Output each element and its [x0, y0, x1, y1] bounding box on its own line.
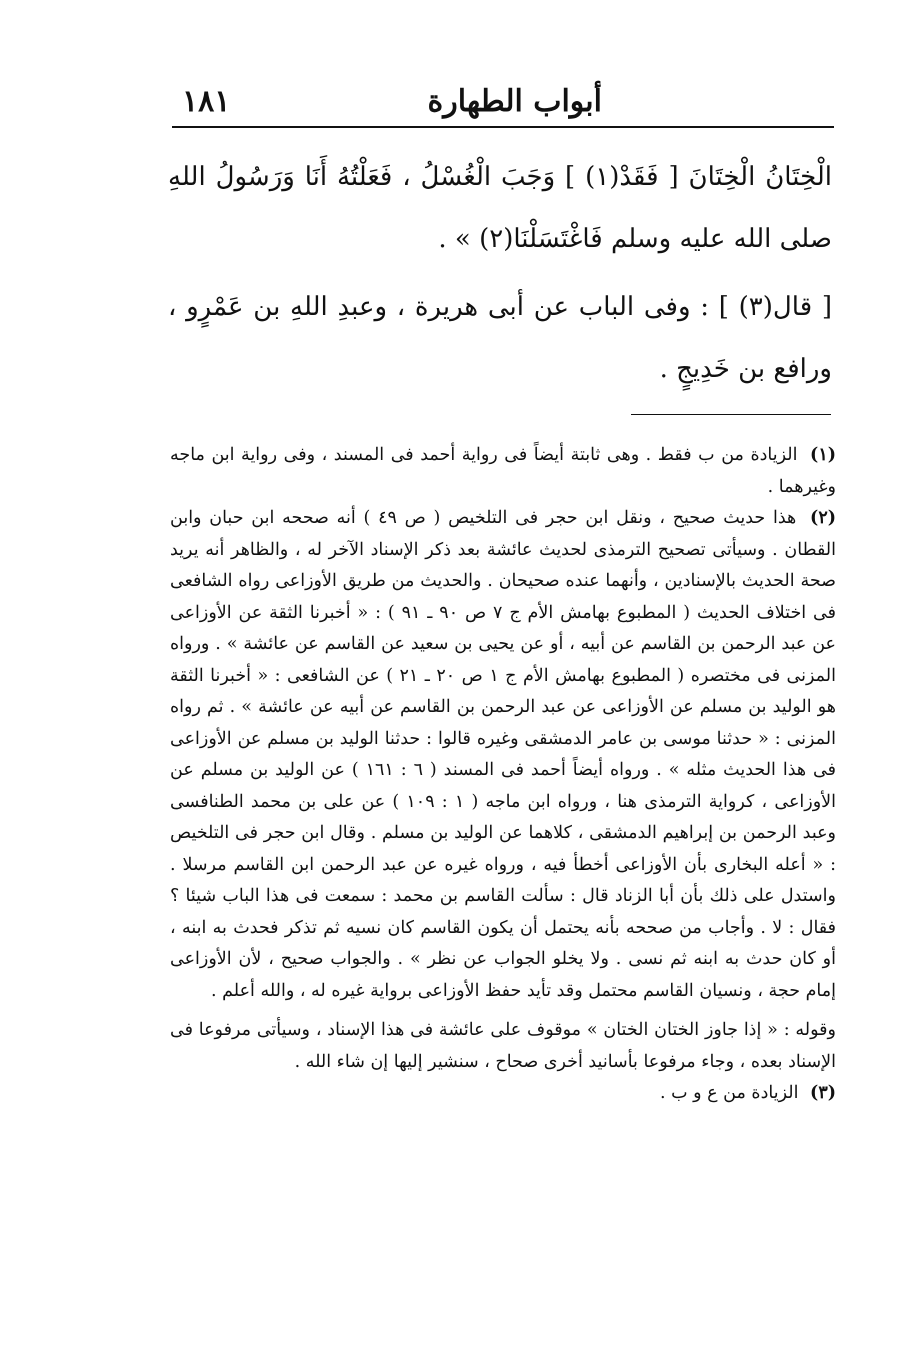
bab-paragraph: [ قال(٣) ] : وفى الباب عن أبى هريرة ، وعبدِ اللهِ بن عَمْرٍو ، ورافع بن خَدِيجٍ .	[168, 292, 832, 384]
page-number: ١٨١	[182, 84, 231, 119]
page-header	[172, 84, 832, 124]
footnote-2-continuation: وقوله : « إذا جاوز الختان الختان » موقوف على عائشة فى هذا الإسناد ، وسيأتى مرفوعا فى الإسناد بعده ، وجاء مرفوعا بأسانيد أخرى صحاح ، سنشير إليها إن شاء الله .	[170, 1020, 836, 1072]
footnote-2	[170, 503, 836, 1007]
footnote-number: (٢)	[810, 508, 836, 528]
footnotes	[170, 440, 836, 1110]
footnote-text: هذا حديث صحيح ، ونقل ابن حجر فى التلخيص ( ص ٤٩ ) أنه صححه ابن حبان وابن القطان . وسيأتى تصحيح الترمذى لحديث عائشة بعد ذكر الإسناد الآخر له ، والظاهر أنه يريد صحة الحديث بالإسنادين ، وأنهما عنده صحيحان . والحديث من طريق الأوزاعى رواه الشافعى فى اختلاف الحديث ( المطبوع بهامش الأم ج ٧ ص ٩٠ ـ ٩١ ) : « أخبرنا الثقة عن الأوزاعى عن عبد الرحمن بن القاسم عن أبيه ، أو عن يحيى بن سعيد عن القاسم عن عائشة » . ورواه المزنى فى مختصره ( المطبوع بهامش الأم ج ١ ص ٢٠ ـ ٢١ ) عن الشافعى : « أخبرنا الثقة هو الوليد بن مسلم عن الأوزاعى عن عبد الرحمن بن القاسم عن أبيه عن عائشة » . ثم رواه المزنى : « حدثنا موسى بن عامر الدمشقى وغيره قالوا : حدثنا الوليد بن مسلم عن الأوزاعى فى هذا الحديث مثله » . ورواه أيضاً أحمد فى المسند ( ٦ : ١٦١ ) عن الوليد بن مسلم عن الأوزاعى ، كرواية الترمذى هنا ، ورواه ابن ماجه ( ١ : ١٠٩ ) عن على بن محمد الطنافسى وعبد الرحمن بن إبراهيم الدمشقى ، كلاهما عن الوليد بن مسلم . وقال ابن حجر فى التلخيص : « أعله البخارى بأن الأوزاعى أخطأ فيه ، ورواه غيره عن عبد الرحمن ابن القاسم مرسلا . واستدل على ذلك بأن أبا الزناد قال : سألت القاسم بن محمد : سمعت فى هذا الباب شيئا ؟ فقال : لا . وأجاب من صححه بأنه يحتمل أن يكون القاسم كان نسيه ثم تذكر فحدث به ابنه ، أو كان حدث به ابنه ثم نسى . ولا يخلو الجواب عن نظر » . والجواب صحيح ، لأن الأوزاعى إمام حجة ، ونسيان القاسم محتمل وقد تأيد حفظ الأوزاعى برواية غيره له ، والله أعلم .	[170, 508, 836, 1001]
running-title: أبواب الطهارة	[427, 84, 602, 119]
footnote-separator	[631, 414, 831, 415]
footnote-number: (١)	[810, 445, 836, 465]
main-text	[168, 146, 832, 400]
footnote-1	[170, 440, 836, 503]
footnote-number: (٣)	[810, 1083, 836, 1103]
footnote-3	[170, 1078, 836, 1110]
footnote-text: الزيادة من ع و ب .	[659, 1083, 799, 1103]
hadith-paragraph: الْخِتَانُ الْخِتَانَ [ فَقَدْ(١) ] وَجَبَ الْغُسْلُ ، فَعَلْتُهُ أَنَا وَرَسُولُ اللهِ صلى الله عليه وسلم فَاغْتَسَلْنَا(٢) » .	[168, 162, 833, 254]
header-rule	[172, 126, 834, 128]
footnote-text: الزيادة من ب فقط . وهى ثابتة أيضاً فى رواية أحمد فى المسند ، وفى رواية ابن ماجه وغيرهما .	[170, 445, 836, 497]
